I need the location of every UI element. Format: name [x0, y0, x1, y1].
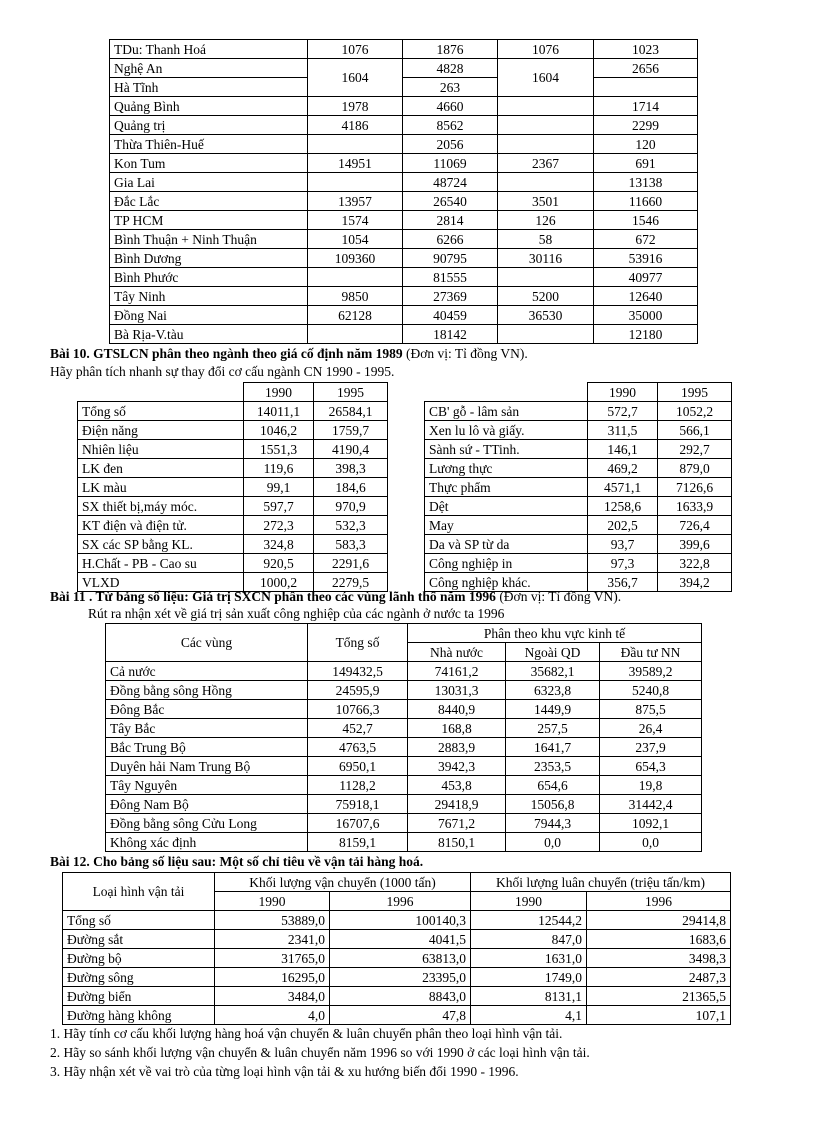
table-cell: 53916	[594, 249, 698, 268]
header-total: Tổng số	[308, 624, 408, 662]
state: 168,8	[408, 719, 506, 738]
table-cell: 35000	[594, 306, 698, 325]
industry-name: Sành sứ - TTinh.	[425, 440, 588, 459]
province-name: Tây Ninh	[110, 287, 308, 306]
table-cell: 11660	[594, 192, 698, 211]
value-1990: 4571,1	[588, 478, 658, 497]
turnover-1990: 4,1	[471, 1006, 587, 1025]
fdi: 39589,2	[600, 662, 702, 681]
table-cell: 26540	[403, 192, 498, 211]
fdi: 31442,4	[600, 795, 702, 814]
turnover-1990: 8131,1	[471, 987, 587, 1006]
value-1990: 1551,3	[244, 440, 314, 459]
header-1990: 1990	[471, 892, 587, 911]
industry-name: KT điện và điện tử.	[78, 516, 244, 535]
state: 7671,2	[408, 814, 506, 833]
region-name: Duyên hải Nam Trung Bộ	[106, 757, 308, 776]
table-row	[110, 306, 698, 325]
industry-name: H.Chất - PB - Cao su	[78, 554, 244, 573]
table-row	[110, 97, 698, 116]
table-cell: 1604	[308, 59, 403, 97]
table-cell: 2656	[594, 59, 698, 78]
industry-name: Lương thực	[425, 459, 588, 478]
total: 4763,5	[308, 738, 408, 757]
table-cell	[498, 173, 594, 192]
transport-type: Đường sông	[63, 968, 215, 987]
province-name: Kon Tum	[110, 154, 308, 173]
industry-table-left	[77, 382, 388, 592]
table-row	[425, 459, 732, 478]
table-row	[106, 681, 702, 700]
table-cell: 672	[594, 230, 698, 249]
value-1995: 532,3	[314, 516, 388, 535]
col-1995: 1995	[658, 383, 732, 402]
table-cell: 1546	[594, 211, 698, 230]
value-1995: 1052,2	[658, 402, 732, 421]
value-1990: 572,7	[588, 402, 658, 421]
bai11-subtitle: Rút ra nhận xét về giá trị sản xuất công nghiệp của các ngành ở nước ta 1996	[88, 606, 505, 621]
province-name: Đắc Lắc	[110, 192, 308, 211]
header-transport-type: Loại hình vận tải	[63, 873, 215, 911]
table-cell: 263	[403, 78, 498, 97]
table-row	[425, 497, 732, 516]
volume-1990: 2341,0	[215, 930, 330, 949]
table-cell: 58	[498, 230, 594, 249]
fdi: 875,5	[600, 700, 702, 719]
volume-1996: 8843,0	[330, 987, 471, 1006]
table-cell: 1076	[308, 40, 403, 59]
table-cell: 4828	[403, 59, 498, 78]
table-cell	[498, 325, 594, 344]
nonstate: 7944,3	[506, 814, 600, 833]
table-cell: 12180	[594, 325, 698, 344]
table-cell: 36530	[498, 306, 594, 325]
table-cell	[308, 325, 403, 344]
province-name: TP HCM	[110, 211, 308, 230]
table-row	[106, 795, 702, 814]
table-cell	[308, 135, 403, 154]
value-1995: 26584,1	[314, 402, 388, 421]
header-turnover: Khối lượng luân chuyển (triệu tấn/km)	[471, 873, 731, 892]
volume-1996: 47,8	[330, 1006, 471, 1025]
table-cell: 1023	[594, 40, 698, 59]
volume-1990: 31765,0	[215, 949, 330, 968]
fdi: 237,9	[600, 738, 702, 757]
volume-1990: 3484,0	[215, 987, 330, 1006]
region-name: Bắc Trung Bộ	[106, 738, 308, 757]
table-cell: 4186	[308, 116, 403, 135]
table-row	[63, 987, 731, 1006]
state: 74161,2	[408, 662, 506, 681]
table-row	[110, 325, 698, 344]
table-cell: 13138	[594, 173, 698, 192]
value-1990: 469,2	[588, 459, 658, 478]
table-cell	[498, 268, 594, 287]
table-cell: 1054	[308, 230, 403, 249]
volume-1996: 63813,0	[330, 949, 471, 968]
table-cell: 2367	[498, 154, 594, 173]
value-1995: 184,6	[314, 478, 388, 497]
value-1990: 920,5	[244, 554, 314, 573]
table-row	[63, 930, 731, 949]
province-name: Nghệ An	[110, 59, 308, 78]
region-name: Đông Nam Bộ	[106, 795, 308, 814]
total: 452,7	[308, 719, 408, 738]
table-cell	[594, 78, 698, 97]
value-1995: 726,4	[658, 516, 732, 535]
table-cell: 13957	[308, 192, 403, 211]
header-nonstate: Ngoài QD	[506, 643, 600, 662]
value-1990: 324,8	[244, 535, 314, 554]
header-1990: 1990	[215, 892, 330, 911]
industry-name: Xen lu lô và giấy.	[425, 421, 588, 440]
province-name: Hà Tĩnh	[110, 78, 308, 97]
turnover-1996: 107,1	[587, 1006, 731, 1025]
fdi: 19,8	[600, 776, 702, 795]
fdi: 1092,1	[600, 814, 702, 833]
table-row	[110, 135, 698, 154]
nonstate: 1641,7	[506, 738, 600, 757]
turnover-1996: 21365,5	[587, 987, 731, 1006]
col-1990: 1990	[588, 383, 658, 402]
value-1990: 597,7	[244, 497, 314, 516]
bai10-subtitle: Hãy phân tích nhanh sự thay đổi cơ cấu ngành CN 1990 - 1995.	[50, 364, 395, 379]
table-cell: 27369	[403, 287, 498, 306]
table-row	[106, 719, 702, 738]
value-1990: 272,3	[244, 516, 314, 535]
header-sector-group: Phân theo khu vực kinh tế	[408, 624, 702, 643]
table-cell	[498, 135, 594, 154]
table-cell: 90795	[403, 249, 498, 268]
turnover-1996: 29414,8	[587, 911, 731, 930]
table-row	[78, 516, 388, 535]
transport-type: Đường bộ	[63, 949, 215, 968]
nonstate: 35682,1	[506, 662, 600, 681]
table-cell: 12640	[594, 287, 698, 306]
table-cell: 48724	[403, 173, 498, 192]
table-row	[425, 535, 732, 554]
table-row	[425, 421, 732, 440]
industry-name: Công nghiệp khác.	[425, 573, 588, 592]
table-row	[78, 497, 388, 516]
province-name: Thừa Thiên-Huế	[110, 135, 308, 154]
table-row	[106, 833, 702, 852]
bai11-title: Bài 11 . Từ bảng số liệu: Giá trị SXCN phân theo các vùng lãnh thổ năm 1996 (Đơn vị: Tỉ đồng VN).	[50, 589, 622, 604]
value-1990: 119,6	[244, 459, 314, 478]
province-name: Quảng trị	[110, 116, 308, 135]
value-1995: 322,8	[658, 554, 732, 573]
table-row	[110, 192, 698, 211]
nonstate: 654,6	[506, 776, 600, 795]
header-volume: Khối lượng vận chuyển (1000 tấn)	[215, 873, 471, 892]
region-name: Không xác định	[106, 833, 308, 852]
total: 1128,2	[308, 776, 408, 795]
table-row	[78, 440, 388, 459]
value-1990: 99,1	[244, 478, 314, 497]
table-row	[106, 662, 702, 681]
table-cell: 4660	[403, 97, 498, 116]
industry-name: May	[425, 516, 588, 535]
question-3: 3. Hãy nhận xét về vai trò của từng loại hình vận tải & xu hướng biến đổi 1990 - 1996.	[50, 1064, 519, 1079]
industry-name: Da và SP từ da	[425, 535, 588, 554]
table-row	[106, 776, 702, 795]
table-cell: 30116	[498, 249, 594, 268]
value-1995: 566,1	[658, 421, 732, 440]
industry-name: CB' gỗ - lâm sản	[425, 402, 588, 421]
bai12-title: Bài 12. Cho bảng số liệu sau: Một số chỉ tiêu về vận tải hàng hoá.	[50, 854, 424, 869]
volume-1996: 23395,0	[330, 968, 471, 987]
value-1995: 394,2	[658, 573, 732, 592]
table-row	[110, 78, 698, 97]
table-cell: 5200	[498, 287, 594, 306]
turnover-1996: 3498,3	[587, 949, 731, 968]
region-name: Tây Nguyên	[106, 776, 308, 795]
table-row	[110, 287, 698, 306]
table-row	[63, 949, 731, 968]
header-1996: 1996	[330, 892, 471, 911]
industry-name: Công nghiệp in	[425, 554, 588, 573]
turnover-1996: 1683,6	[587, 930, 731, 949]
table-cell: 1714	[594, 97, 698, 116]
value-1995: 7126,6	[658, 478, 732, 497]
industry-name: Điện năng	[78, 421, 244, 440]
region-name: Đồng bằng sông Hồng	[106, 681, 308, 700]
table-cell: 40977	[594, 268, 698, 287]
provincial-table	[109, 39, 698, 344]
table-row	[425, 402, 732, 421]
province-name: Quảng Bình	[110, 97, 308, 116]
table-row	[106, 757, 702, 776]
table-cell	[308, 268, 403, 287]
table-row	[106, 700, 702, 719]
value-1990: 1000,2	[244, 573, 314, 592]
region-name: Tây Bắc	[106, 719, 308, 738]
bai10-title: Bài 10. GTSLCN phân theo ngành theo giá cố định năm 1989 (Đơn vị: Tỉ đồng VN).	[50, 346, 528, 361]
industry-name: VLXD	[78, 573, 244, 592]
total: 149432,5	[308, 662, 408, 681]
header-fdi: Đầu tư NN	[600, 643, 702, 662]
table-row	[110, 40, 698, 59]
value-1990: 1258,6	[588, 497, 658, 516]
table-cell	[308, 173, 403, 192]
state: 8150,1	[408, 833, 506, 852]
table-cell: 11069	[403, 154, 498, 173]
col-1990: 1990	[244, 383, 314, 402]
fdi: 654,3	[600, 757, 702, 776]
table-cell: 126	[498, 211, 594, 230]
transport-type: Đường biển	[63, 987, 215, 1006]
fdi: 26,4	[600, 719, 702, 738]
industry-name: Dệt	[425, 497, 588, 516]
total: 24595,9	[308, 681, 408, 700]
value-1995: 1759,7	[314, 421, 388, 440]
table-cell: 14951	[308, 154, 403, 173]
state: 13031,3	[408, 681, 506, 700]
industry-name: Thực phẩm	[425, 478, 588, 497]
transport-table	[62, 872, 731, 1025]
total: 6950,1	[308, 757, 408, 776]
table-row	[78, 421, 388, 440]
province-name: Bình Thuận + Ninh Thuận	[110, 230, 308, 249]
table-row	[425, 440, 732, 459]
fdi: 5240,8	[600, 681, 702, 700]
table-cell: 62128	[308, 306, 403, 325]
table-row	[110, 230, 698, 249]
total: 10766,3	[308, 700, 408, 719]
volume-1996: 100140,3	[330, 911, 471, 930]
col-1995: 1995	[314, 383, 388, 402]
table-row	[63, 968, 731, 987]
industry-name: LK màu	[78, 478, 244, 497]
value-1990: 356,7	[588, 573, 658, 592]
province-name: Gia Lai	[110, 173, 308, 192]
state: 3942,3	[408, 757, 506, 776]
table-row	[78, 535, 388, 554]
total: 16707,6	[308, 814, 408, 833]
table-cell	[498, 97, 594, 116]
table-cell: 6266	[403, 230, 498, 249]
province-name: Đồng Nai	[110, 306, 308, 325]
value-1995: 970,9	[314, 497, 388, 516]
table-row	[425, 516, 732, 535]
turnover-1990: 12544,2	[471, 911, 587, 930]
region-name: Đồng bằng sông Cửu Long	[106, 814, 308, 833]
state: 2883,9	[408, 738, 506, 757]
nonstate: 1449,9	[506, 700, 600, 719]
nonstate: 15056,8	[506, 795, 600, 814]
table-row	[110, 268, 698, 287]
value-1990: 14011,1	[244, 402, 314, 421]
table-cell: 18142	[403, 325, 498, 344]
table-cell: 1604	[498, 59, 594, 97]
value-1995: 879,0	[658, 459, 732, 478]
fdi: 0,0	[600, 833, 702, 852]
value-1995: 2279,5	[314, 573, 388, 592]
table-cell: 1978	[308, 97, 403, 116]
value-1995: 4190,4	[314, 440, 388, 459]
value-1990: 1046,2	[244, 421, 314, 440]
total: 75918,1	[308, 795, 408, 814]
value-1990: 202,5	[588, 516, 658, 535]
question-2: 2. Hãy so sánh khối lượng vận chuyển & luân chuyển năm 1996 so với 1990 ở các loại hình vận tải.	[50, 1045, 590, 1060]
table-cell: 2814	[403, 211, 498, 230]
table-cell: 9850	[308, 287, 403, 306]
province-name: TDu: Thanh Hoá	[110, 40, 308, 59]
header-region: Các vùng	[106, 624, 308, 662]
table-row	[425, 554, 732, 573]
table-row	[106, 738, 702, 757]
industry-name: SX thiết bị,máy móc.	[78, 497, 244, 516]
nonstate: 6323,8	[506, 681, 600, 700]
value-1990: 311,5	[588, 421, 658, 440]
table-cell: 109360	[308, 249, 403, 268]
table-cell: 120	[594, 135, 698, 154]
table-row	[110, 154, 698, 173]
volume-1990: 16295,0	[215, 968, 330, 987]
table-row	[63, 1006, 731, 1025]
nonstate: 0,0	[506, 833, 600, 852]
nonstate: 2353,5	[506, 757, 600, 776]
table-cell: 8562	[403, 116, 498, 135]
table-row	[78, 402, 388, 421]
table-row	[78, 554, 388, 573]
industry-table-right	[424, 382, 732, 592]
industry-name: Tổng số	[78, 402, 244, 421]
industry-name: Nhiên liệu	[78, 440, 244, 459]
turnover-1996: 2487,3	[587, 968, 731, 987]
region-table	[105, 623, 702, 852]
header-1996: 1996	[587, 892, 731, 911]
turnover-1990: 847,0	[471, 930, 587, 949]
table-cell: 81555	[403, 268, 498, 287]
transport-type: Đường hàng không	[63, 1006, 215, 1025]
value-1990: 93,7	[588, 535, 658, 554]
table-cell: 3501	[498, 192, 594, 211]
value-1995: 398,3	[314, 459, 388, 478]
province-name: Bình Phước	[110, 268, 308, 287]
volume-1990: 53889,0	[215, 911, 330, 930]
nonstate: 257,5	[506, 719, 600, 738]
table-cell: 1076	[498, 40, 594, 59]
table-row	[110, 116, 698, 135]
table-row	[78, 459, 388, 478]
table-cell: 1876	[403, 40, 498, 59]
state: 29418,9	[408, 795, 506, 814]
table-cell: 40459	[403, 306, 498, 325]
region-name: Đông Bắc	[106, 700, 308, 719]
value-1995: 1633,9	[658, 497, 732, 516]
table-row	[110, 173, 698, 192]
transport-type: Đường sắt	[63, 930, 215, 949]
value-1990: 146,1	[588, 440, 658, 459]
value-1995: 292,7	[658, 440, 732, 459]
value-1990: 97,3	[588, 554, 658, 573]
transport-type: Tổng số	[63, 911, 215, 930]
table-row	[63, 911, 731, 930]
province-name: Bà Rịa-V.tàu	[110, 325, 308, 344]
state: 8440,9	[408, 700, 506, 719]
table-row	[110, 59, 698, 78]
volume-1996: 4041,5	[330, 930, 471, 949]
industry-name: LK đen	[78, 459, 244, 478]
table-cell: 2299	[594, 116, 698, 135]
table-cell: 2056	[403, 135, 498, 154]
table-cell	[498, 116, 594, 135]
table-cell: 1574	[308, 211, 403, 230]
turnover-1990: 1749,0	[471, 968, 587, 987]
table-row	[106, 814, 702, 833]
turnover-1990: 1631,0	[471, 949, 587, 968]
state: 453,8	[408, 776, 506, 795]
value-1995: 2291,6	[314, 554, 388, 573]
table-row	[78, 478, 388, 497]
table-row	[110, 249, 698, 268]
value-1995: 399,6	[658, 535, 732, 554]
industry-name: SX các SP bằng KL.	[78, 535, 244, 554]
volume-1990: 4,0	[215, 1006, 330, 1025]
table-cell: 691	[594, 154, 698, 173]
total: 8159,1	[308, 833, 408, 852]
value-1995: 583,3	[314, 535, 388, 554]
province-name: Bình Dương	[110, 249, 308, 268]
header-state: Nhà nước	[408, 643, 506, 662]
table-row	[110, 211, 698, 230]
region-name: Cả nước	[106, 662, 308, 681]
table-row	[425, 478, 732, 497]
question-1: 1. Hãy tính cơ cấu khối lượng hàng hoá vận chuyển & luân chuyển phân theo loại hình vận tải.	[50, 1026, 563, 1041]
